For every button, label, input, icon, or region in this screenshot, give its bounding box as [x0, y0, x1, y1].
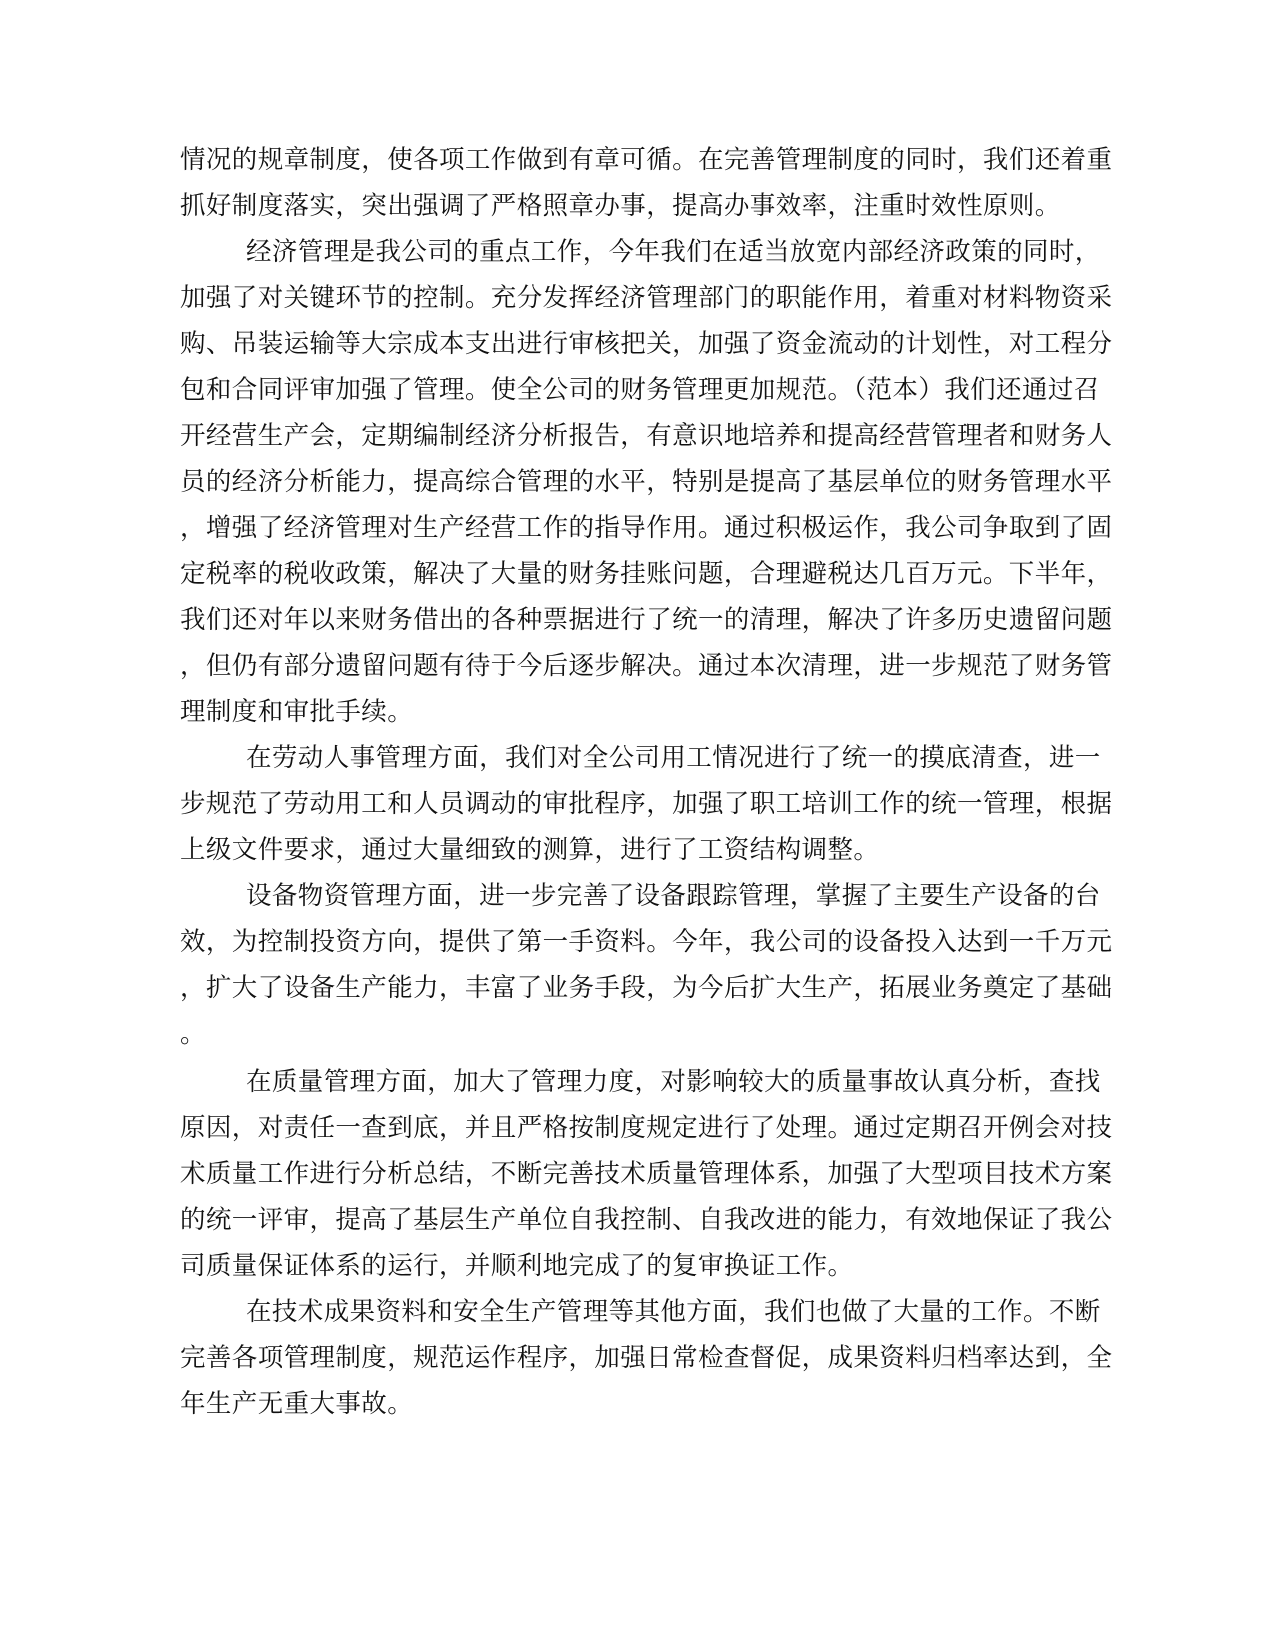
text-line: 抓好制度落实，突出强调了严格照章办事，提高办事效率，注重时效性原则。 [180, 191, 1061, 221]
text-line: 司质量保证体系的运行，并顺利地完成了的复审换证工作。 [180, 1251, 854, 1281]
text-line: 加强了对关键环节的控制。充分发挥经济管理部门的职能作用，着重对材料物资采 [180, 283, 1113, 313]
text-line: 理制度和审批手续。 [180, 697, 414, 727]
paragraph-first-line: 设备物资管理方面，进一步完善了设备跟踪管理，掌握了主要生产设备的台 [246, 881, 1101, 911]
text-line: 情况的规章制度，使各项工作做到有章可循。在完善管理制度的同时，我们还着重 [180, 145, 1113, 175]
paragraph-first-line: 在质量管理方面，加大了管理力度，对影响较大的质量事故认真分析，查找 [246, 1067, 1101, 1097]
text-line: 。 [180, 1019, 206, 1049]
paragraph-first-line: 在技术成果资料和安全生产管理等其他方面，我们也做了大量的工作。不断 [246, 1297, 1101, 1327]
text-line: 术质量工作进行分析总结，不断完善技术质量管理体系，加强了大型项目技术方案 [180, 1159, 1113, 1189]
text-line: 员的经济分析能力，提高综合管理的水平，特别是提高了基层单位的财务管理水平 [180, 467, 1113, 497]
text-line: 效，为控制投资方向，提供了第一手资料。今年，我公司的设备投入达到一千万元 [180, 927, 1113, 957]
text-line: 定税率的税收政策，解决了大量的财务挂账问题，合理避税达几百万元。下半年， [180, 559, 1113, 589]
text-line: 上级文件要求，通过大量细致的测算，进行了工资结构调整。 [180, 835, 880, 865]
text-line: ，但仍有部分遗留问题有待于今后逐步解决。通过本次清理，进一步规范了财务管 [180, 651, 1113, 681]
text-line: 的统一评审，提高了基层生产单位自我控制、自我改进的能力，有效地保证了我公 [180, 1205, 1113, 1235]
text-line: 原因，对责任一查到底，并且严格按制度规定进行了处理。通过定期召开例会对技 [180, 1113, 1113, 1143]
text-line: 完善各项管理制度，规范运作程序，加强日常检查督促，成果资料归档率达到，全 [180, 1343, 1113, 1373]
text-line: 步规范了劳动用工和人员调动的审批程序，加强了职工培训工作的统一管理，根据 [180, 789, 1113, 819]
text-line: 我们还对年以来财务借出的各种票据进行了统一的清理，解决了许多历史遗留问题 [180, 605, 1113, 635]
paragraph-first-line: 经济管理是我公司的重点工作，今年我们在适当放宽内部经济政策的同时， [246, 237, 1101, 267]
text-line: 包和合同评审加强了管理。使全公司的财务管理更加规范。（范本）我们还通过召 [180, 375, 1100, 405]
text-line: ，扩大了设备生产能力，丰富了业务手段，为今后扩大生产，拓展业务奠定了基础 [180, 973, 1113, 1003]
text-line: 年生产无重大事故。 [180, 1389, 414, 1419]
text-line: 购、吊装运输等大宗成本支出进行审核把关，加强了资金流动的计划性，对工程分 [180, 329, 1113, 359]
text-line: 开经营生产会，定期编制经济分析报告，有意识地培养和提高经营管理者和财务人 [180, 421, 1113, 451]
text-line: ，增强了经济管理对生产经营工作的指导作用。通过积极运作，我公司争取到了固 [180, 513, 1113, 543]
paragraph-first-line: 在劳动人事管理方面，我们对全公司用工情况进行了统一的摸底清查，进一 [246, 743, 1101, 773]
